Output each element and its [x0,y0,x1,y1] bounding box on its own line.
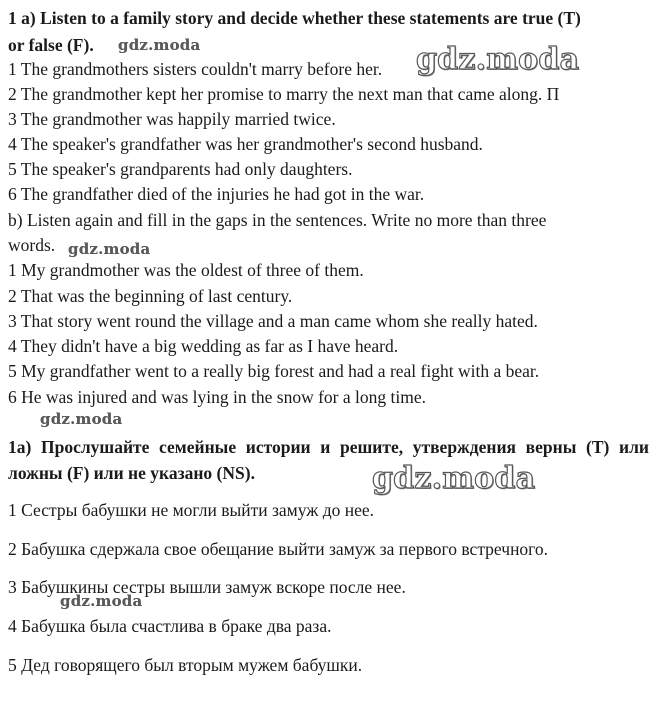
russian-statement-item: 2 Бабушка сдержала свое обещание выйти замуж за первого встречного. [8,539,549,559]
heading-1a-russian: 1а) Прослушайте семейные истории и решите, утверждения верны (Т) или ложны (F) или не указано (NS). [8,437,649,483]
gap-sentence-item: 1 My grandmother was the oldest of three of them. [8,260,364,280]
watermark: gdz.moda [40,410,123,428]
statement-item: 4 The speaker's grandfather was her grandmother's second husband. [8,134,483,154]
statement-item: 3 The grandmother was happily married twice. [8,109,336,129]
heading-1a: 1 a) Listen to a family story and decide whether these statements are true (T) [8,8,581,28]
russian-statement-item: 4 Бабушка была счастлива в браке два раза. [8,616,332,636]
watermark: gdz.moda [372,461,536,496]
watermark: gdz.moda [60,592,143,610]
statement-item: 5 The speaker's grandparents had only daughters. [8,159,353,179]
gap-sentence-item: 6 He was injured and was lying in the snow for a long time. [8,387,426,407]
heading-1b-continuation: words. [8,235,56,255]
gap-sentence-item: 4 They didn't have a big wedding as far as I have heard. [8,336,399,356]
gap-sentence-item: 3 That story went round the village and a man came whom she really hated. [8,311,538,331]
watermark: gdz.moda [416,42,580,77]
russian-statement-item: 1 Сестры бабушки не могли выйти замуж до нее. [8,500,375,520]
statement-item: 6 The grandfather died of the injuries he had got in the war. [8,184,425,204]
russian-statement-item: 5 Дед говорящего был вторым мужем бабушки. [8,655,363,675]
russian-statement-item: 3 Бабушкины сестры вышли замуж вскоре после нее. [8,577,406,597]
gap-sentence-item: 5 My grandfather went to a really big forest and had a real fight with a bear. [8,361,540,381]
watermark: gdz.moda [118,36,201,54]
gap-sentence-item: 2 That was the beginning of last century. [8,286,293,306]
heading-1b: b) Listen again and fill in the gaps in the sentences. Write no more than three [8,210,547,230]
statement-item: 1 The grandmothers sisters couldn't marry before her. [8,59,383,79]
watermark: gdz.moda [68,240,151,258]
heading-1a-continuation: or false (F). [8,35,94,55]
statement-item: 2 The grandmother kept her promise to marry the next man that came along. П [8,84,560,104]
